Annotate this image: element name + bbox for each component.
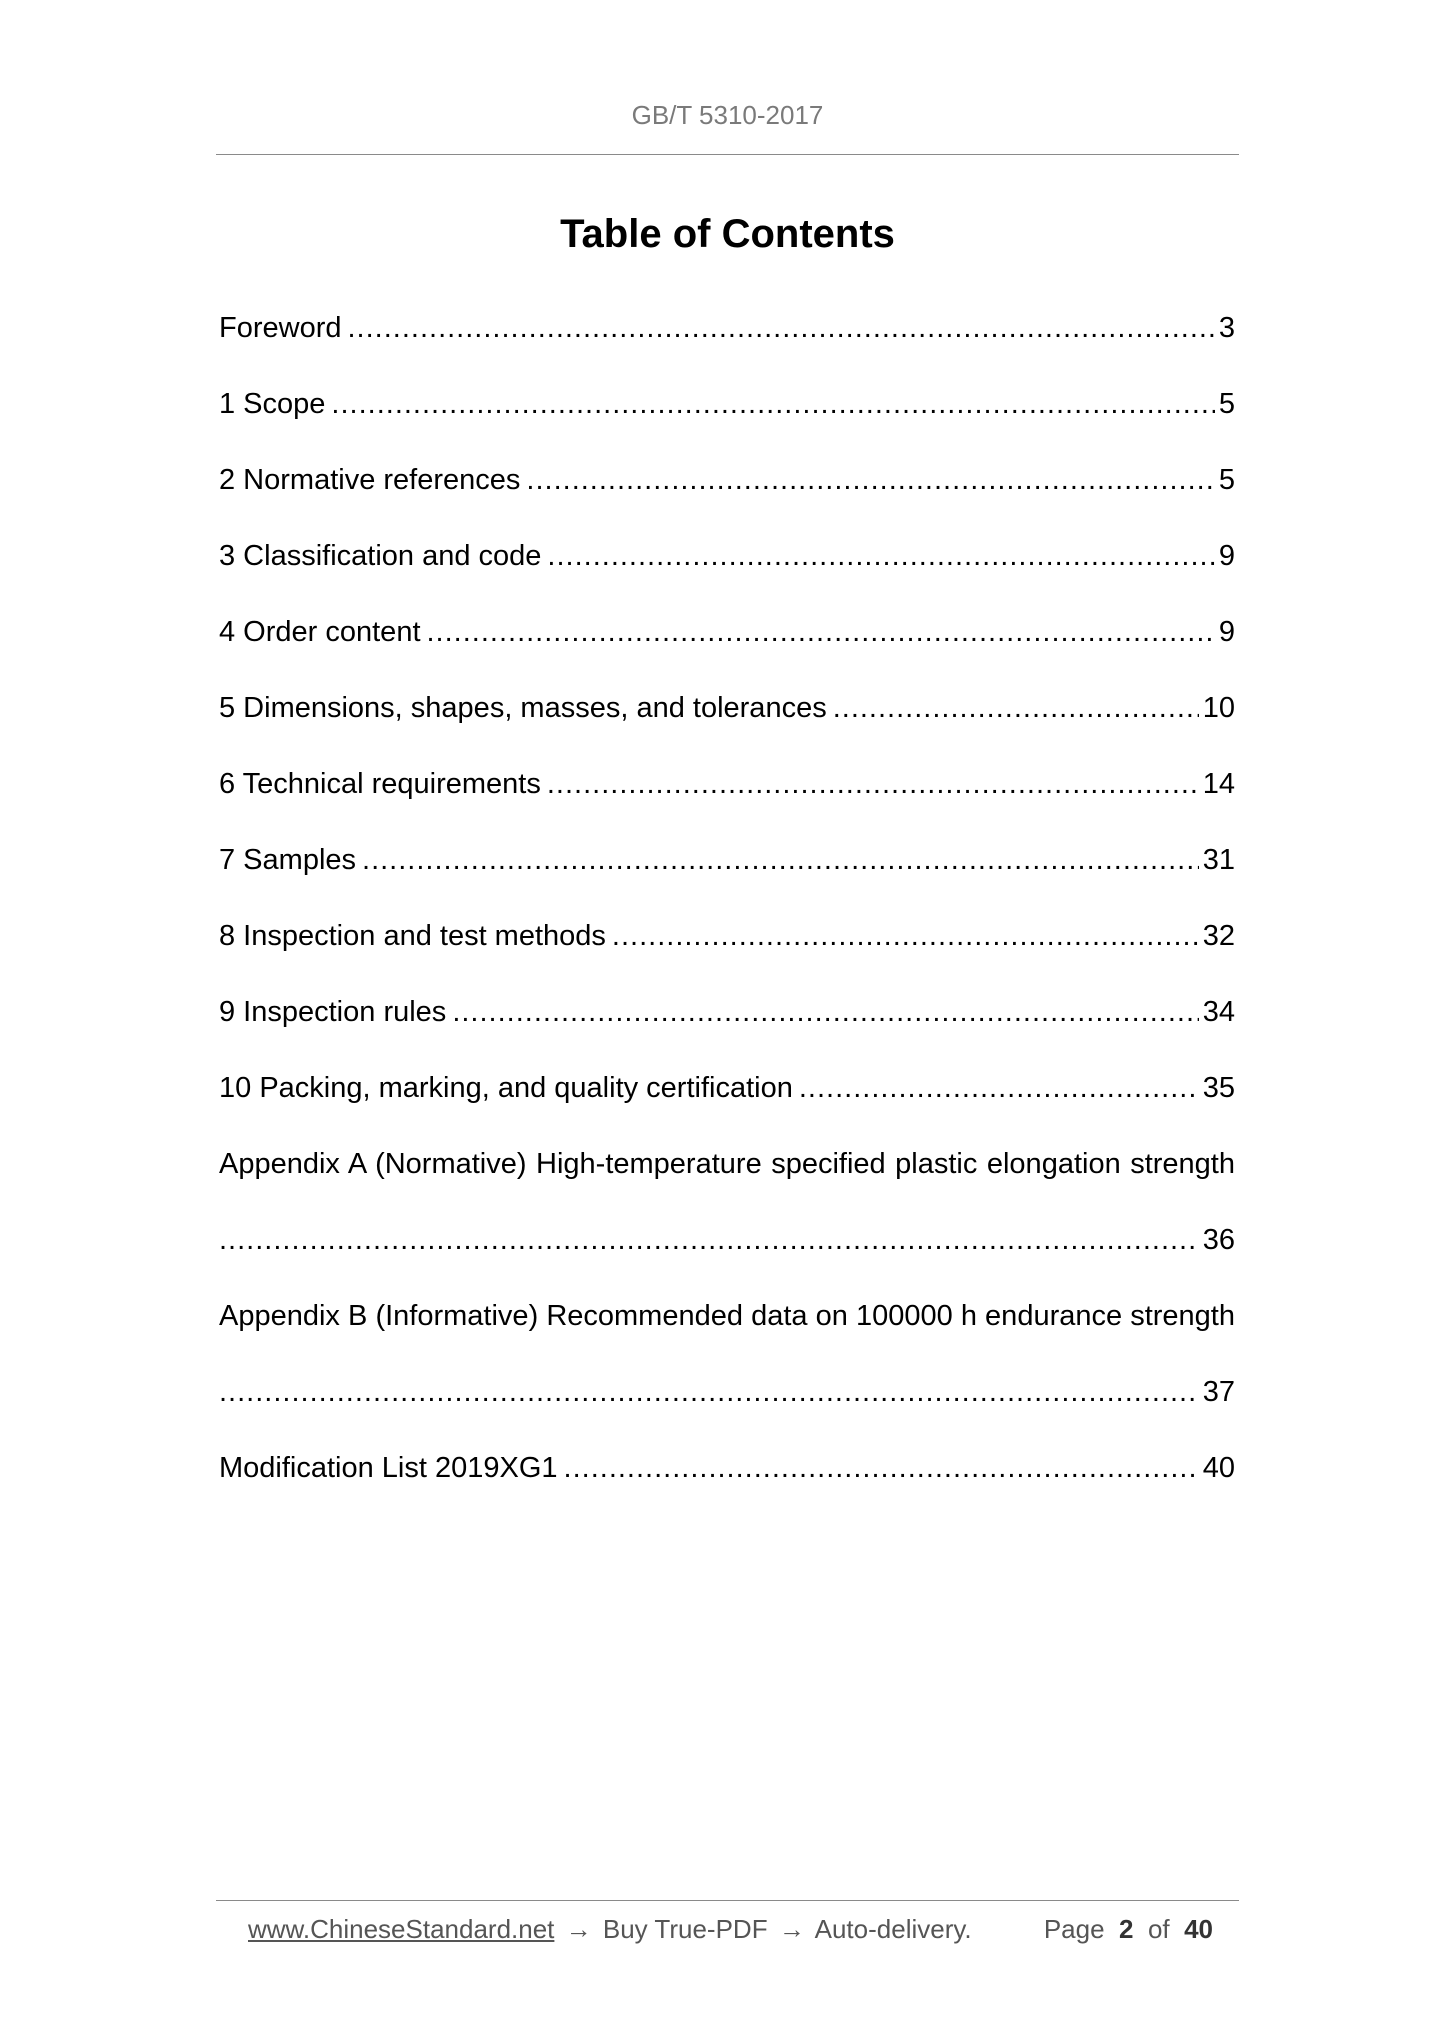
dot-leader	[833, 692, 1199, 725]
toc-entry-label: 6 Technical requirements	[219, 768, 541, 800]
right-arrow-icon: →	[778, 1914, 805, 1944]
dot-leader	[799, 1072, 1199, 1105]
table-of-contents	[219, 312, 1235, 1528]
dot-leader	[427, 616, 1215, 649]
toc-entry-page: 9	[1218, 616, 1235, 648]
dot-leader	[526, 464, 1214, 497]
toc-entry-label: Foreword	[219, 312, 342, 344]
toc-entry-samples[interactable]	[219, 844, 1235, 920]
page-of-word: of	[1147, 1914, 1170, 1944]
toc-entry-page: 31	[1202, 844, 1235, 876]
buy-pdf-text: Buy True-PDF	[602, 1914, 768, 1944]
page-number	[1044, 1914, 1213, 1945]
toc-entry-normative-references[interactable]	[219, 464, 1235, 540]
toc-entry-appendix-b[interactable]	[219, 1300, 1235, 1376]
toc-entry-page: 9	[1218, 540, 1235, 572]
toc-entry-label: 3 Classification and code	[219, 540, 542, 572]
toc-entry-inspection-rules[interactable]	[219, 996, 1235, 1072]
toc-entry-label: 1 Scope	[219, 388, 326, 420]
toc-entry-page: 32	[1202, 920, 1235, 952]
toc-entry-page: 40	[1202, 1452, 1235, 1484]
dot-leader	[547, 768, 1199, 801]
auto-delivery-text: Auto-delivery.	[814, 1914, 972, 1944]
toc-entry-scope[interactable]	[219, 388, 1235, 464]
toc-entry-dimensions[interactable]	[219, 692, 1235, 768]
right-arrow-icon: →	[565, 1914, 592, 1944]
dot-leader	[219, 1376, 1199, 1409]
toc-entry-page: 5	[1218, 388, 1235, 420]
toc-entry-page: 14	[1202, 768, 1235, 800]
toc-entry-label: 8 Inspection and test methods	[219, 920, 606, 952]
page-footer	[216, 1900, 1239, 1950]
toc-entry-label: Modification List 2019XG1	[219, 1452, 558, 1484]
dot-leader	[348, 312, 1215, 345]
toc-entry-page: 10	[1202, 692, 1235, 724]
toc-entry-foreword[interactable]	[219, 312, 1235, 388]
dot-leader	[612, 920, 1199, 953]
dot-leader	[331, 388, 1214, 421]
page-title: Table of Contents	[560, 212, 895, 256]
current-page: 2	[1119, 1914, 1134, 1944]
toc-entry-label: 5 Dimensions, shapes, masses, and tolerances	[219, 692, 827, 724]
website-link[interactable]: www.ChineseStandard.net	[248, 1914, 555, 1944]
toc-entry-technical-requirements[interactable]	[219, 768, 1235, 844]
toc-entry-page: 5	[1218, 464, 1235, 496]
toc-entry-page: 3	[1218, 312, 1235, 344]
toc-entry-appendix-a-page-line[interactable]	[219, 1224, 1235, 1300]
running-header: GB/T 5310-2017	[631, 100, 824, 130]
toc-entry-inspection-methods[interactable]	[219, 920, 1235, 996]
toc-entry-order-content[interactable]	[219, 616, 1235, 692]
toc-entry-modification-list[interactable]	[219, 1452, 1235, 1528]
toc-entry-appendix-b-page-line[interactable]	[219, 1376, 1235, 1452]
toc-entry-page: 34	[1202, 996, 1235, 1028]
toc-entry-label: Appendix B (Informative) Recommended data on 100000 h endurance strength	[219, 1300, 1235, 1332]
dot-leader	[362, 844, 1199, 877]
toc-entry-label: 2 Normative references	[219, 464, 521, 496]
page-word: Page	[1043, 1914, 1105, 1944]
toc-entry-appendix-a[interactable]	[219, 1148, 1235, 1224]
toc-entry-label: 4 Order content	[219, 616, 421, 648]
toc-entry-page: 35	[1202, 1072, 1235, 1104]
footer-promo	[248, 1914, 972, 1945]
toc-entry-page: 36	[1202, 1224, 1235, 1256]
toc-entry-packing[interactable]	[219, 1072, 1235, 1148]
toc-entry-label: 7 Samples	[219, 844, 357, 876]
total-pages: 40	[1184, 1914, 1213, 1944]
toc-entry-label: 10 Packing, marking, and quality certification	[219, 1072, 793, 1104]
header-divider	[216, 154, 1239, 155]
dot-leader	[564, 1452, 1199, 1485]
dot-leader	[452, 996, 1198, 1029]
dot-leader	[219, 1224, 1199, 1257]
toc-entry-page: 37	[1202, 1376, 1235, 1408]
toc-entry-label: Appendix A (Normative) High-temperature specified plastic elongation strength	[219, 1148, 1235, 1180]
toc-entry-classification[interactable]	[219, 540, 1235, 616]
toc-entry-label: 9 Inspection rules	[219, 996, 447, 1028]
dot-leader	[547, 540, 1214, 573]
